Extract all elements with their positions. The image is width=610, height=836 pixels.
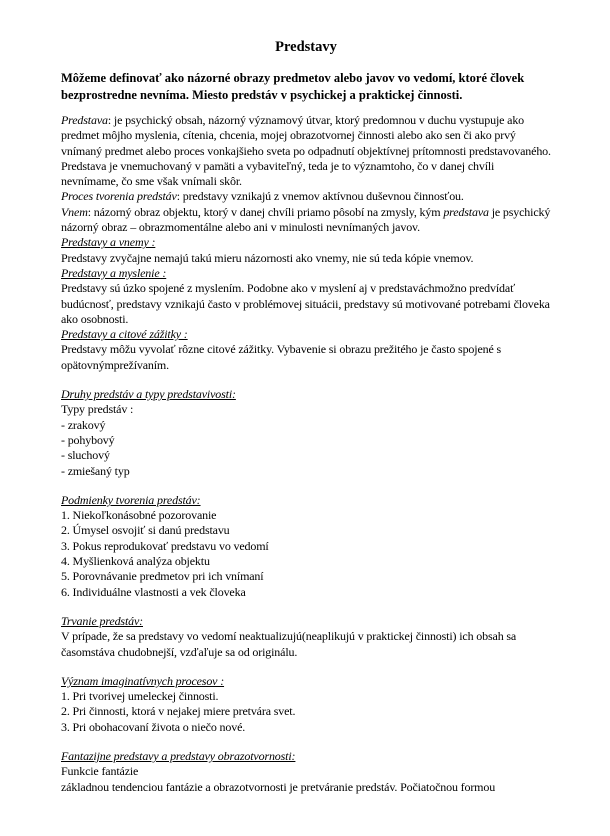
list-item: - zmiešaný typ: [61, 463, 130, 478]
section-heading-fantazia: Fantazijne predstavy a predstavy obrazotvornosti:: [61, 748, 296, 763]
list-item: 3. Pokus reprodukovať predstavu vo vedomí: [61, 538, 269, 553]
list-item: 4. Myšlienková analýza objektu: [61, 554, 210, 569]
vnem-term2: predstava: [443, 204, 489, 219]
definition-term: Predstava: [61, 113, 108, 127]
druhy-lead: Typy predstáv :: [61, 402, 134, 417]
process-text: : predstavy vznikajú z vnemov aktívnou duševnou činnosťou.: [176, 189, 464, 204]
vnem-term: Vnem: [61, 204, 88, 219]
list-item: 2. Pri činnosti, ktorá v nejakej miere pretvára svet.: [61, 704, 296, 719]
spacer: [61, 735, 553, 749]
spacer: [61, 660, 553, 674]
vnem-text-a: : názorný obraz objektu, ktorý v danej chvíli priamo pôsobí na zmysly, kým: [87, 204, 441, 219]
section-text-citove: Predstavy môžu vyvolať rôzne citové zážitky. Vybavenie si obrazu prežitého je často spojené s opätovnýmprežívaním.: [61, 342, 502, 372]
process-term: Proces tvorenia predstáv: [61, 189, 177, 204]
document-body: [61, 113, 553, 795]
section-heading-myslenie: Predstavy a myslenie :: [61, 265, 167, 280]
list-item: 6. Individuálne vlastnosti a vek človeka: [61, 584, 246, 599]
section-text-trvanie: V prípade, že sa predstavy vo vedomí neaktualizujú(neaplikujú v praktickej činnosti) ich obsah sa časomstáva chudobnejší, vzďaľuje sa od originálu.: [61, 629, 517, 659]
intro-paragraph: Môžeme definovať ako názorné obrazy predmetov alebo javov vo vedomí, ktoré človek bezprostredne nevníma. Miesto predstáv v psychickej a praktickej činnosti.: [61, 71, 525, 102]
section-text-myslenie: Predstavy sú úzko spojené z myslením. Podobne ako v myslení aj v predstaváchmožno predvídať budúcnosť, predstavy vznikajú často v problémovej situácii, predstavy sú motivované potrebami človeka ako osobnosti.: [61, 281, 550, 326]
list-item: 3. Pri obohacovaní života o niečo nové.: [61, 719, 246, 734]
list-item: - zrakový: [61, 417, 106, 432]
page-title: Predstavy: [275, 39, 337, 55]
section-text-vnemy: Predstavy zvyčajne nemajú takú mieru názornosti ako vnemy, nie sú teda kópie vnemov.: [61, 250, 474, 265]
list-item: 1. Pri tvorivej umeleckej činnosti.: [61, 689, 219, 704]
list-item: - sluchový: [61, 448, 110, 463]
process-paragraph: [61, 189, 553, 204]
list-item: - pohybový: [61, 432, 115, 447]
fantazia-line: základnou tendenciou fantázie a obrazotvornosti je pretváranie predstáv. Počiatočnou formou: [61, 779, 496, 794]
spacer: [61, 479, 553, 493]
section-heading-vnemy: Predstavy a vnemy :: [61, 235, 156, 250]
vnem-paragraph: [61, 205, 553, 236]
section-heading-trvanie: Trvanie predstáv:: [61, 613, 143, 628]
fantazia-line: Funkcie fantázie: [61, 764, 139, 779]
list-item: 2. Úmysel osvojiť si danú predstavu: [61, 523, 230, 538]
spacer: [61, 373, 553, 387]
definition-text: : je psychický obsah, názorný významový útvar, ktorý predomnou v duchu vystupuje ako predmet môjho myslenia, cítenia, chcenia, mojej obrazotvornej činnosti alebo ako sen či ako prvý vnímaný predmet alebo proces vonkajšieho sveta po odpadnutí objektívnej prítomnosti predstavovaného. Predstava je vnemuchovaný v pamäti a vybaviteľný, teda je to významtoho, čo v danej chvíli nevnímame, čo sme však vnímali skôr.: [61, 113, 551, 189]
section-heading-vyznam: Význam imaginatívnych procesov :: [61, 673, 225, 688]
vnem-text-b: je psychický názorný obraz – obrazmomentálne alebo ani v minulosti nevnímaných javov.: [61, 204, 551, 235]
section-heading-citove: Predstavy a citové zážitky :: [61, 327, 188, 342]
list-item: 1. Niekoľkonásobné pozorovanie: [61, 508, 217, 523]
section-heading-druhy: Druhy predstáv a typy predstavivosti:: [61, 387, 236, 402]
spacer: [61, 600, 553, 614]
list-item: 5. Porovnávanie predmetov pri ich vnímaní: [61, 569, 264, 584]
section-heading-podmienky: Podmienky tvorenia predstáv:: [61, 492, 201, 507]
definition-paragraph: [61, 113, 553, 189]
